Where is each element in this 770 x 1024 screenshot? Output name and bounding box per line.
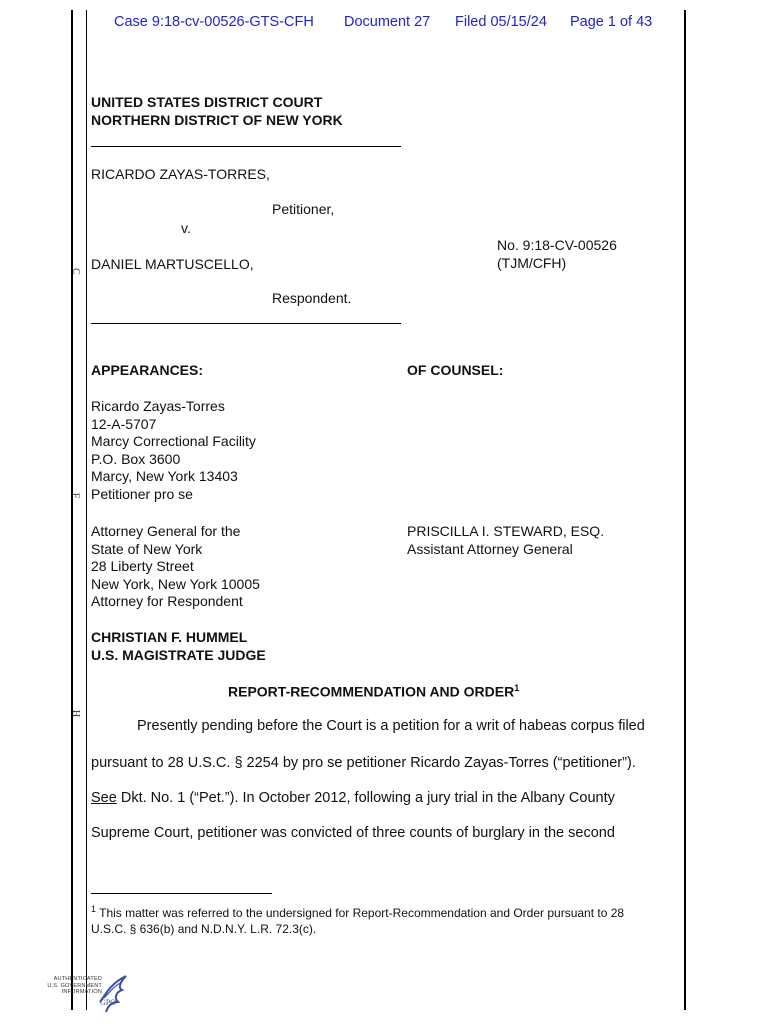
- counsel-line: PRISCILLA I. STEWARD, ESQ.: [407, 523, 605, 539]
- filed-date: Filed 05/15/24: [455, 14, 547, 30]
- counsel-line: Assistant Attorney General: [407, 540, 573, 557]
- case-number: Case 9:18-cv-00526-GTS-CFH: [114, 14, 314, 30]
- petitioner-address-line: Ricardo Zayas-Torres: [91, 398, 225, 414]
- judge-title: U.S. MAGISTRATE JUDGE: [91, 646, 266, 663]
- footnote-ref: 1: [514, 683, 520, 693]
- report-title: [228, 683, 519, 700]
- court-line-1: UNITED STATES DISTRICT COURT: [91, 94, 323, 110]
- respondent-address-block: [91, 523, 260, 611]
- body-line-4: Supreme Court, petitioner was convicted of three counts of burglary in the second: [91, 825, 615, 841]
- respondent-address-line: New York, New York 10005: [91, 575, 260, 592]
- case-no-line-2: (TJM/CFH): [497, 254, 567, 271]
- petitioner-address-line: Marcy, New York 13403: [91, 468, 238, 485]
- respondent-address-line: 28 Liberty Street: [91, 558, 194, 575]
- petitioner-address-line: 12-A-5707: [91, 415, 157, 432]
- footnote-line-1: This matter was referred to the undersigned for Report-Recommendation and Order pursuant to 28: [96, 906, 625, 920]
- case-number-block: [497, 237, 617, 272]
- body-line-3-text: Dkt. No. 1 (“Pet.”). In October 2012, following a jury trial in the Albany County: [116, 790, 615, 806]
- margin-mark-c: C: [69, 268, 81, 275]
- gpo-logo: GPO: [100, 998, 117, 1007]
- of-counsel-heading: OF COUNSEL:: [407, 362, 504, 378]
- respondent-address-line: Attorney for Respondent: [91, 593, 243, 610]
- footnote-line-2: U.S.C. § 636(b) and N.D.N.Y. L.R. 72.3(c).: [91, 922, 317, 936]
- caption-bottom-rule: [91, 323, 401, 324]
- right-border-line: [684, 10, 686, 1010]
- margin-mark-f: F: [69, 492, 81, 499]
- gpo-seal: [44, 972, 134, 1016]
- footnote-rule: [91, 893, 272, 894]
- page-number: Page 1 of 43: [570, 14, 653, 30]
- appearances-heading: APPEARANCES:: [91, 362, 204, 378]
- petitioner-address-line: Marcy Correctional Facility: [91, 433, 256, 450]
- respondent-name: DANIEL MARTUSCELLO,: [91, 256, 254, 272]
- body-line-1: Presently pending before the Court is a petition for a writ of habeas corpus filed: [137, 718, 645, 734]
- judge-name: CHRISTIAN F. HUMMEL: [91, 629, 248, 645]
- respondent-address-line: Attorney General for the: [91, 523, 241, 539]
- see-signal: See: [91, 790, 117, 806]
- left-border-line: [71, 10, 73, 1010]
- seal-line-1: AUTHENTICATED: [53, 976, 102, 982]
- footnote: [91, 901, 624, 937]
- judge-block: [91, 629, 266, 664]
- footnote-marker: 1: [91, 904, 97, 914]
- document-number: Document 27: [344, 14, 431, 30]
- petitioner-address-block: [91, 398, 256, 504]
- case-no-line-1: No. 9:18-CV-00526: [497, 237, 617, 253]
- seal-text: [44, 976, 102, 996]
- respondent-address-line: State of New York: [91, 540, 203, 557]
- seal-line-2: U.S. GOVERNMENT: [47, 982, 102, 989]
- versus: v.: [181, 220, 191, 236]
- petitioner-name: RICARDO ZAYAS-TORRES,: [91, 166, 270, 182]
- left-inner-line: [86, 10, 87, 1010]
- seal-line-3: INFORMATION: [61, 989, 102, 995]
- body-line-3: [91, 790, 615, 806]
- court-line-2: NORTHERN DISTRICT OF NEW YORK: [91, 111, 343, 128]
- report-title-text: REPORT-RECOMMENDATION AND ORDER: [228, 683, 515, 700]
- counsel-block: [407, 523, 604, 558]
- petitioner-role: Petitioner,: [272, 201, 335, 217]
- margin-mark-h: H: [70, 709, 82, 718]
- respondent-role: Respondent.: [272, 290, 352, 306]
- court-name: [91, 94, 343, 129]
- petitioner-address-line: P.O. Box 3600: [91, 450, 181, 467]
- body-line-2: pursuant to 28 U.S.C. § 2254 by pro se petitioner Ricardo Zayas-Torres (“petitioner”).: [91, 755, 636, 771]
- petitioner-address-line: Petitioner pro se: [91, 485, 193, 502]
- caption-top-rule: [91, 146, 401, 147]
